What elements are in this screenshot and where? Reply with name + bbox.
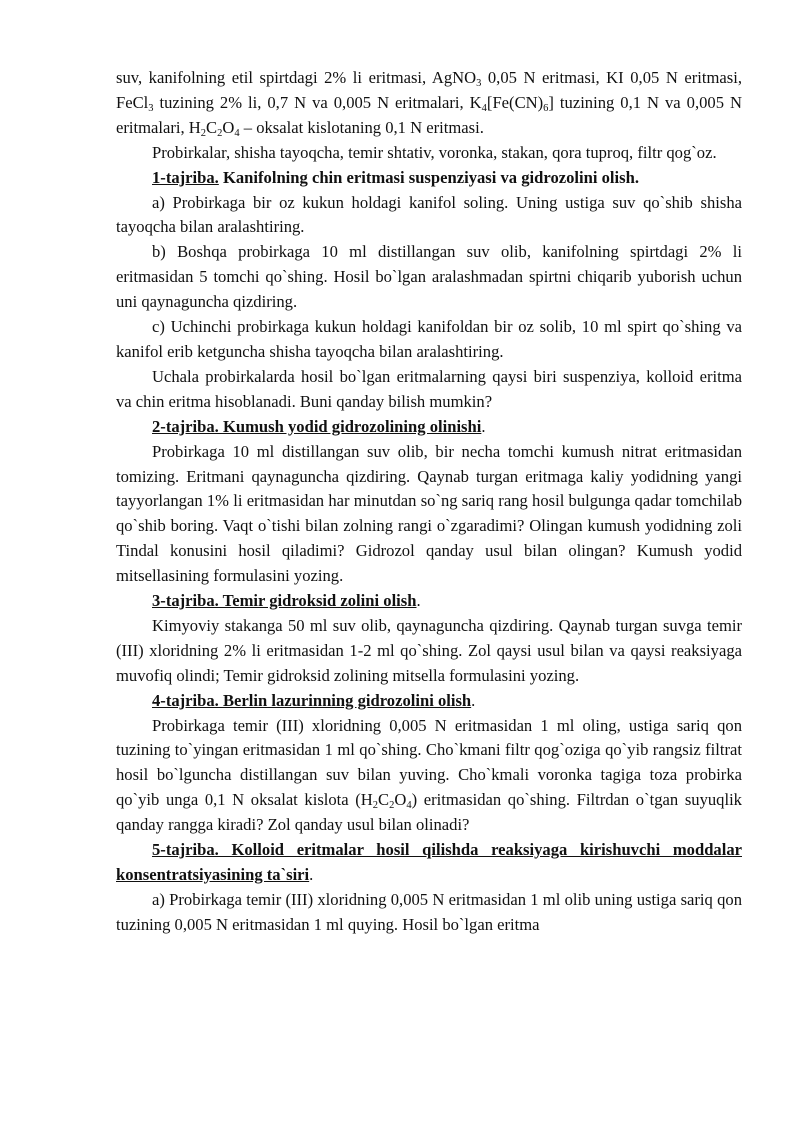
experiment-1-heading (116, 166, 742, 191)
experiment-1-title: Kanifolning chin eritmasi suspenziyasi va gidrozolini olish. (218, 167, 639, 187)
equipment-paragraph: Probirkalar, shisha tayoqcha, temir shtativ, voronka, stakan, qora tuproq, filtr qog`oz. (152, 142, 717, 162)
experiment-1-step-c: c) Uchinchi probirkaga kukun holdagi kanifoldan bir oz solib, 10 ml spirt qo`shing va kanifol erib ketguncha shisha tayoqcha bilan aralashtiring. (116, 317, 742, 361)
experiment-2-title: 2-tajriba. Kumush yodid gidrozolining olinishi (152, 416, 482, 436)
experiment-2-body: Probirkaga 10 ml distillangan suv olib, bir necha tomchi kumush nitrat eritmasidan tomizing. Eritmani qaynaguncha qizdiring. Qaynab turgan eritmaga kaliy yodidning yangi tayyorlangan 1% li eritmasidan har minutdan so`ng sariq rang hosil bulgunga qadar tomchilab qo`shib boring. Vaqt o`tishi bilan zolning rangi o`zgaradimi? Olingan kumush yodidning zoli Tindal konusini hosil qiladimi? Gidrozol qanday usul bilan olingan? Kumush yodid mitsellasining formulasini yozing. (116, 441, 742, 586)
experiment-5-heading: 5-tajriba. Kolloid eritmalar hosil qilishda reaksiyaga kirishuvchi moddalar konsentratsiyasining ta`siri. (116, 840, 742, 884)
reagents-paragraph: suv, kanifolning etil spirtdagi 2% li eritmasi, AgNO$_3$ 0,05 N eritmasi, KI 0,05 N eritmasi, FeCl$_3$ tuzining 2% li, 0,7 N va 0,005 N eritmalari, $K_4[Fe(CN)_6]$ tuzining 0,1 N va 0,005 N eritmalari, $H_2C_2O_4$ – oksalat kislotaning 0,1 N eritmasi. (116, 68, 742, 139)
experiment-5-title: 5-tajriba. Kolloid eritmalar hosil qilishda reaksiyaga kirishuvchi moddalar konsentratsiyasining ta`siri (116, 840, 742, 884)
experiment-4-title: 4-tajriba. Berlin lazurinning gidrozolini olish (152, 690, 472, 710)
experiment-3-heading: 3-tajriba. Temir gidroksid zolini olish. (152, 591, 421, 611)
document-page (116, 66, 742, 938)
experiment-1-step-a: a) Probirkaga bir oz kukun holdagi kanifol soling. Uning ustiga suv qo`shib shisha tayoqcha bilan aralashtiring. (116, 192, 742, 237)
experiment-5-step-a: a) Probirkaga temir (III) xloridning 0,005 N eritmasidan 1 ml olib uning ustiga sariq qon tuzining 0,005 N eritmasidan 1 ml quying. Hosil bo`lgan eritma (116, 889, 742, 934)
experiment-4-heading: 4-tajriba. Berlin lazurinning gidrozolini olish. (152, 690, 476, 710)
experiment-2-heading: 2-tajriba. Kumush yodid gidrozolining olinishi. (152, 416, 486, 436)
experiment-1-label: 1-tajriba. (152, 167, 219, 187)
experiment-3-title: 3-tajriba. Temir gidroksid zolini olish (152, 591, 417, 611)
experiment-1-step-b: b) Boshqa probirkaga 10 ml distillangan suv olib, kanifolning spirtdagi 2% li eritmasidan 5 tomchi qo`shing. Hosil bo`lgan aralashmadan spirtni chiqarib yuborish uchun uni qaynaguncha qizdiring. (116, 242, 742, 312)
experiment-3-body: Kimyoviy stakanga 50 ml suv olib, qaynaguncha qizdiring. Qaynab turgan suvga temir (III) xloridning 2% li eritmasidan 1-2 ml qo`shing. Zol qaysi usul bilan va qaysi reaksiyaga muvofiq olindi; Temir gidroksid zolining mitsella formulasini yozing. (116, 615, 742, 685)
experiment-4-body: Probirkaga temir (III) xloridning 0,005 N eritmasidan 1 ml oling, ustiga sariq qon tuzining to`yingan eritmasidan 1 ml qo`shing. Cho`kmani filtr qog`oziga qo`yib rangsiz filtrat hosil bo`lguncha distillangan suv bilan yuving. Cho`kmali voronka tagiga toza probirka qo`yib unga 0,1 N oksalat kislota $(H_2C_2O_4)$ eritmasidan qo`shing. Filtrdan o`tgan suyuqlik qanday rangga kiradi? Zol qanday usul bilan olinadi? (116, 715, 742, 835)
experiment-1-question: Uchala probirkalarda hosil bo`lgan eritmalarning qaysi biri suspenziya, kolloid eritma va chin eritma hisoblanadi. Buni qanday bilish mumkin? (116, 366, 742, 411)
